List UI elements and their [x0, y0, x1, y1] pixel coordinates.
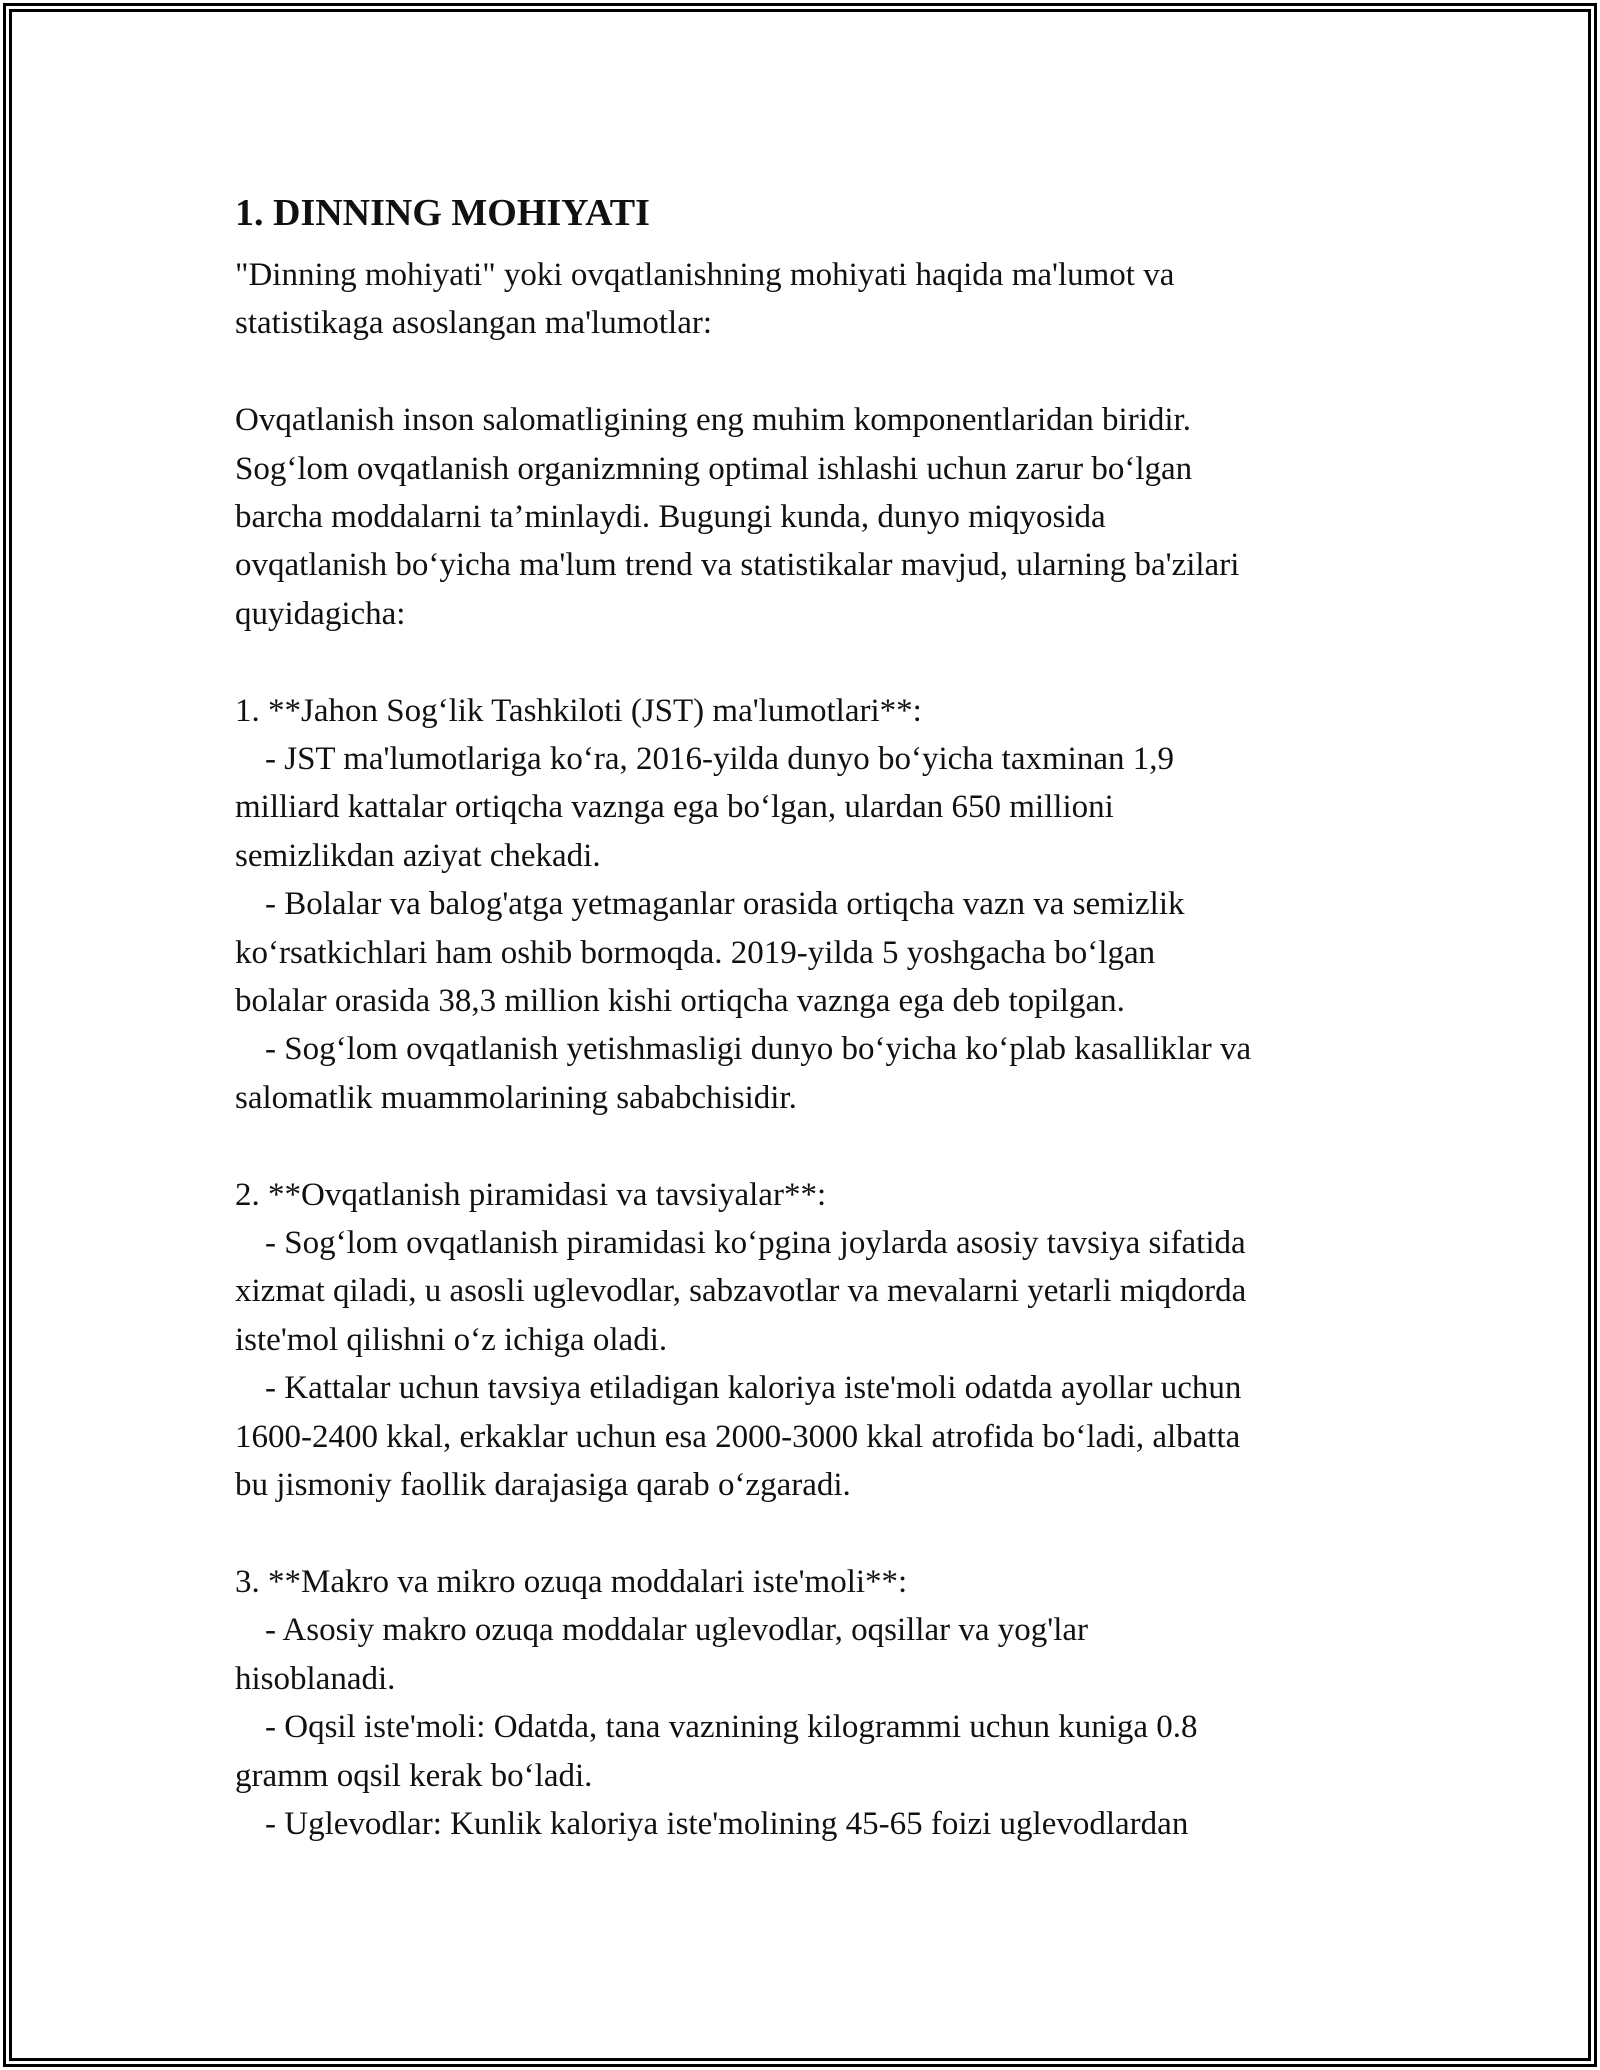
list-item-line: - Bolalar va balog'atga yetmaganlar orasida ortiqcha vazn va semizlik	[265, 886, 1185, 923]
list-item-line: 1600-2400 kkal, erkaklar uchun esa 2000-3000 kkal atrofida bo‘ladi, albatta	[235, 1418, 1241, 1455]
text-line: Sog‘lom ovqatlanish organizmning optimal ishlashi uchun zarur bo‘lgan	[235, 450, 1193, 487]
list-heading: 3. **Makro va mikro ozuqa moddalari iste'moli**:	[235, 1563, 908, 1600]
list-item-line: salomatlik muammolarining sababchisidir.	[235, 1079, 797, 1116]
list-item-line: semizlikdan aziyat chekadi.	[235, 837, 601, 874]
section-title: 1. DINNING MOHIYATI	[235, 192, 650, 234]
overview-paragraph	[235, 396, 1375, 638]
list-item-line: - Kattalar uchun tavsiya etiladigan kaloriya iste'moli odatda ayollar uchun	[265, 1370, 1242, 1407]
text-line: quyidagicha:	[235, 595, 406, 632]
section-food-pyramid	[235, 1171, 1375, 1510]
list-item-line: bu jismoniy faollik darajasiga qarab o‘zgaradi.	[235, 1467, 851, 1504]
list-item-line: bolalar orasida 38,3 million kishi ortiqcha vaznga ega deb topilgan.	[235, 983, 1125, 1020]
section-who-data	[235, 687, 1375, 1123]
text-line: barcha moddalarni ta’minlaydi. Bugungi kunda, dunyo miqyosida	[235, 499, 1106, 536]
list-item-line: - Sog‘lom ovqatlanish yetishmasligi dunyo bo‘yicha ko‘plab kasalliklar va	[265, 1031, 1252, 1068]
list-item-line: gramm oqsil kerak bo‘ladi.	[235, 1757, 593, 1794]
list-item-line: milliard kattalar ortiqcha vaznga ega bo‘lgan, ulardan 650 millioni	[235, 789, 1114, 826]
list-heading: 2. **Ovqatlanish piramidasi va tavsiyalar**:	[235, 1176, 827, 1213]
list-item-line: - Sog‘lom ovqatlanish piramidasi ko‘pgina joylarda asosiy tavsiya sifatida	[265, 1225, 1246, 1262]
document-body	[235, 185, 1375, 1848]
list-item-line: xizmat qiladi, u asosli uglevodlar, sabzavotlar va mevalarni yetarli miqdorda	[235, 1273, 1247, 1310]
text-line: statistikaga asoslangan ma'lumotlar:	[235, 305, 713, 342]
list-item-line: hisoblanadi.	[235, 1660, 396, 1697]
text-line: Ovqatlanish inson salomatligining eng muhim komponentlaridan biridir.	[235, 402, 1191, 439]
text-line: ovqatlanish bo‘yicha ma'lum trend va statistikalar mavjud, ularning ba'zilari	[235, 547, 1240, 584]
list-item-line: - JST ma'lumotlariga ko‘ra, 2016-yilda dunyo bo‘yicha taxminan 1,9	[265, 741, 1174, 778]
list-item-line: - Uglevodlar: Kunlik kaloriya iste'molining 45-65 foizi uglevodlardan	[265, 1805, 1189, 1842]
list-item-line: ko‘rsatkichlari ham oshib bormoqda. 2019-yilda 5 yoshgacha bo‘lgan	[235, 934, 1156, 971]
intro-paragraph	[235, 251, 1375, 348]
section-macro-micro	[235, 1558, 1375, 1848]
list-item-line: - Oqsil iste'moli: Odatda, tana vaznining kilogrammi uchun kuniga 0.8	[265, 1709, 1198, 1746]
list-heading: 1. **Jahon Sog‘lik Tashkiloti (JST) ma'lumotlari**:	[235, 692, 922, 729]
list-item-line: - Asosiy makro ozuqa moddalar uglevodlar, oqsillar va yog'lar	[265, 1612, 1089, 1649]
text-line: "Dinning mohiyati" yoki ovqatlanishning mohiyati haqida ma'lumot va	[235, 257, 1175, 293]
list-item-line: iste'mol qilishni o‘z ichiga oladi.	[235, 1321, 668, 1358]
